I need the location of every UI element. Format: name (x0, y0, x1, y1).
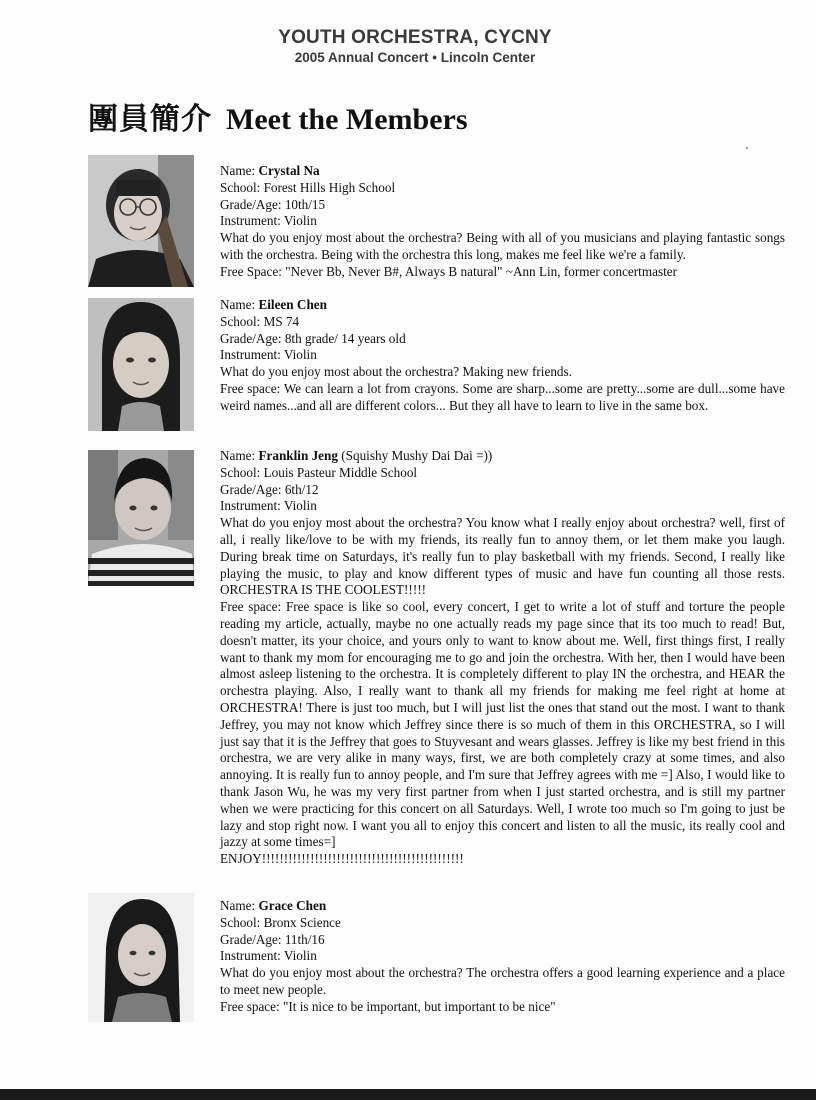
name-label: Name: (220, 448, 256, 463)
school-line (220, 465, 785, 482)
name-label: Name: (220, 163, 256, 178)
enjoy-question: What do you enjoy most about the orchestra? (220, 515, 463, 531)
free-space-line (220, 381, 785, 415)
school-line (220, 180, 785, 197)
member-school: Bronx Science (263, 914, 341, 930)
instrument-label: Instrument: (220, 948, 281, 964)
enjoy-question: What do you enjoy most about the orchestra? (220, 230, 463, 246)
school-line (220, 915, 785, 932)
portrait-image (88, 450, 194, 586)
member-entry (220, 163, 785, 281)
member-school: MS 74 (263, 313, 300, 329)
member-entry (220, 297, 785, 415)
grade-line (220, 932, 785, 949)
portrait-image (88, 893, 194, 1022)
member-name: Franklin Jeng (258, 448, 338, 463)
member-school: Forest Hills High School (263, 179, 396, 195)
member-name: Eileen Chen (258, 297, 327, 312)
member-grade: 6th/12 (284, 481, 319, 497)
member-instrument: Violin (283, 347, 317, 363)
free-space-label: Free space: (220, 380, 281, 396)
school-label: School: (220, 914, 261, 930)
member-name-line (220, 163, 785, 180)
grade-line (220, 331, 785, 348)
enjoy-answer-line (220, 965, 785, 999)
instrument-line (220, 498, 785, 515)
member-name-line (220, 297, 785, 314)
name-label: Name: (220, 898, 256, 913)
member-photo-franklin-jeng (88, 450, 194, 586)
instrument-line (220, 948, 785, 965)
free-space-label: Free space: (220, 599, 282, 615)
instrument-line (220, 347, 785, 364)
enjoy-answer: You know what I really enjoy about orchestra? well, first of all, i really like/love to be with my friends, its really fun to annoy them, or let them make you laugh. During break time on Saturdays, it's really fun to play basketball with my friends. Second, I really like playing the music, to play and know different types of music and have fun counting all those rests. ORCHESTRA IS THE COOLEST!!!!! (220, 515, 786, 598)
portrait-image (88, 298, 194, 431)
member-instrument: Violin (283, 948, 317, 964)
scan-speck (746, 147, 748, 149)
school-label: School: (220, 464, 261, 480)
free-space-text: We can learn a lot from crayons. Some are sharp...some are pretty...some are dull...some have weird names...and all are different colors... But they all have to learn to live in the same box. (220, 380, 785, 413)
enjoy-question: What do you enjoy most about the orchestra? (220, 965, 463, 981)
member-instrument: Violin (283, 213, 317, 229)
member-nickname: (Squishy Mushy Dai Dai =)) (341, 448, 493, 463)
grade-label: Grade/Age: (220, 931, 282, 947)
name-label: Name: (220, 297, 256, 312)
member-grade: 10th/15 (284, 196, 326, 212)
member-name-line (220, 898, 785, 915)
member-name: Grace Chen (258, 898, 327, 913)
instrument-label: Instrument: (220, 498, 281, 514)
member-name-line (220, 448, 785, 465)
grade-label: Grade/Age: (220, 196, 282, 212)
enjoy-answer: Being with all of you musicians and playing fantastic songs with the orchestra. Being with the orchestra this long, makes me feel like we're a family. (220, 230, 786, 262)
free-space-text: Free space is like so cool, every concert, I get to write a lot of stuff and torture the people reading my article, actually, maybe no one actually reads my page since that its too much to read! But, doesn't matter, its your choice, and yours only to want to know about me. Well, first things first, I really want to thank my mom for encouraging me to go and join the orchestra. With her, then I would have been almost asleep listening to the orchestra. It is completely different to play IN the orchestra, and HEAR the orchestra playing. Also, I really want to thank all my friends for making me feel right at home at ORCHESTRA! There is just too much, but I will just list the ones that stand out the most. I want to thank Jeffrey, you may not know which Jeffrey since there is so much of them in this ORCHESTRA, so I will just say that it is the Jeffrey that goes to Stuyvesant and wears glasses. Jeffrey is like my best friend in this orchestra, we are very alike in many ways, first, we are both completely crazy at some times, and also annoying. It is really fun to annoy people, and I'm sure that Jeffrey agrees with me =] Also, I would like to thank Jason Wu, he was my very first partner from when I just started orchestra, and is still my partner when we were practicing for this concert on all Saturdays. Well, I wrote too much so I'm going to just be lazy and stop right now. I want you all to enjoy this concert and listen to all the music, its really cool and jazzy at some times=] (220, 599, 785, 850)
enjoy-answer-line (220, 230, 785, 264)
member-instrument: Violin (283, 498, 317, 514)
section-title (88, 100, 468, 140)
member-photo-eileen-chen (88, 298, 194, 431)
member-name: Crystal Na (258, 163, 320, 178)
member-school: Louis Pasteur Middle School (263, 464, 418, 480)
school-line (220, 314, 785, 331)
grade-line (220, 197, 785, 214)
free-space-line (220, 599, 785, 851)
grade-label: Grade/Age: (220, 330, 282, 346)
section-title-english: Meet the Members (226, 103, 468, 136)
instrument-label: Instrument: (220, 347, 281, 363)
enjoy-answer-line (220, 364, 785, 381)
orchestra-name: YOUTH ORCHESTRA, CYCNY (278, 27, 552, 48)
school-label: School: (220, 179, 261, 195)
portrait-image (88, 155, 194, 287)
free-space-text: "Never Bb, Never B#, Always B natural" ~Ann Lin, former concertmaster (285, 263, 677, 279)
scan-bottom-edge (0, 1089, 816, 1100)
free-space-label: Free Space: (220, 263, 282, 279)
concert-subtitle: 2005 Annual Concert • Lincoln Center (294, 50, 536, 65)
section-title-chinese: 團員簡介 (88, 103, 212, 136)
free-space-text: "It is nice to be important, but important to be nice" (282, 998, 556, 1014)
member-entry (220, 448, 785, 868)
member-grade: 11th/16 (284, 931, 325, 947)
free-space-line (220, 264, 785, 281)
grade-line (220, 482, 785, 499)
instrument-label: Instrument: (220, 213, 281, 229)
grade-label: Grade/Age: (220, 481, 282, 497)
enjoy-answer-line (220, 515, 785, 599)
member-grade: 8th grade/ 14 years old (284, 330, 406, 346)
member-entry (220, 898, 785, 1016)
free-space-line (220, 999, 785, 1016)
enjoy-answer: The orchestra offers a good learning experience and a place to meet new people. (220, 965, 786, 997)
page-header (0, 27, 816, 67)
member-photo-grace-chen (88, 893, 194, 1022)
closing-line: ENJOY!!!!!!!!!!!!!!!!!!!!!!!!!!!!!!!!!!!!!!!!!!!!!! (220, 851, 464, 867)
school-label: School: (220, 313, 261, 329)
instrument-line (220, 213, 785, 230)
free-space-label: Free space: (220, 998, 280, 1014)
enjoy-question: What do you enjoy most about the orchestra? (220, 364, 460, 380)
member-photo-crystal-na (88, 155, 194, 287)
enjoy-answer: Making new friends. (462, 364, 572, 380)
